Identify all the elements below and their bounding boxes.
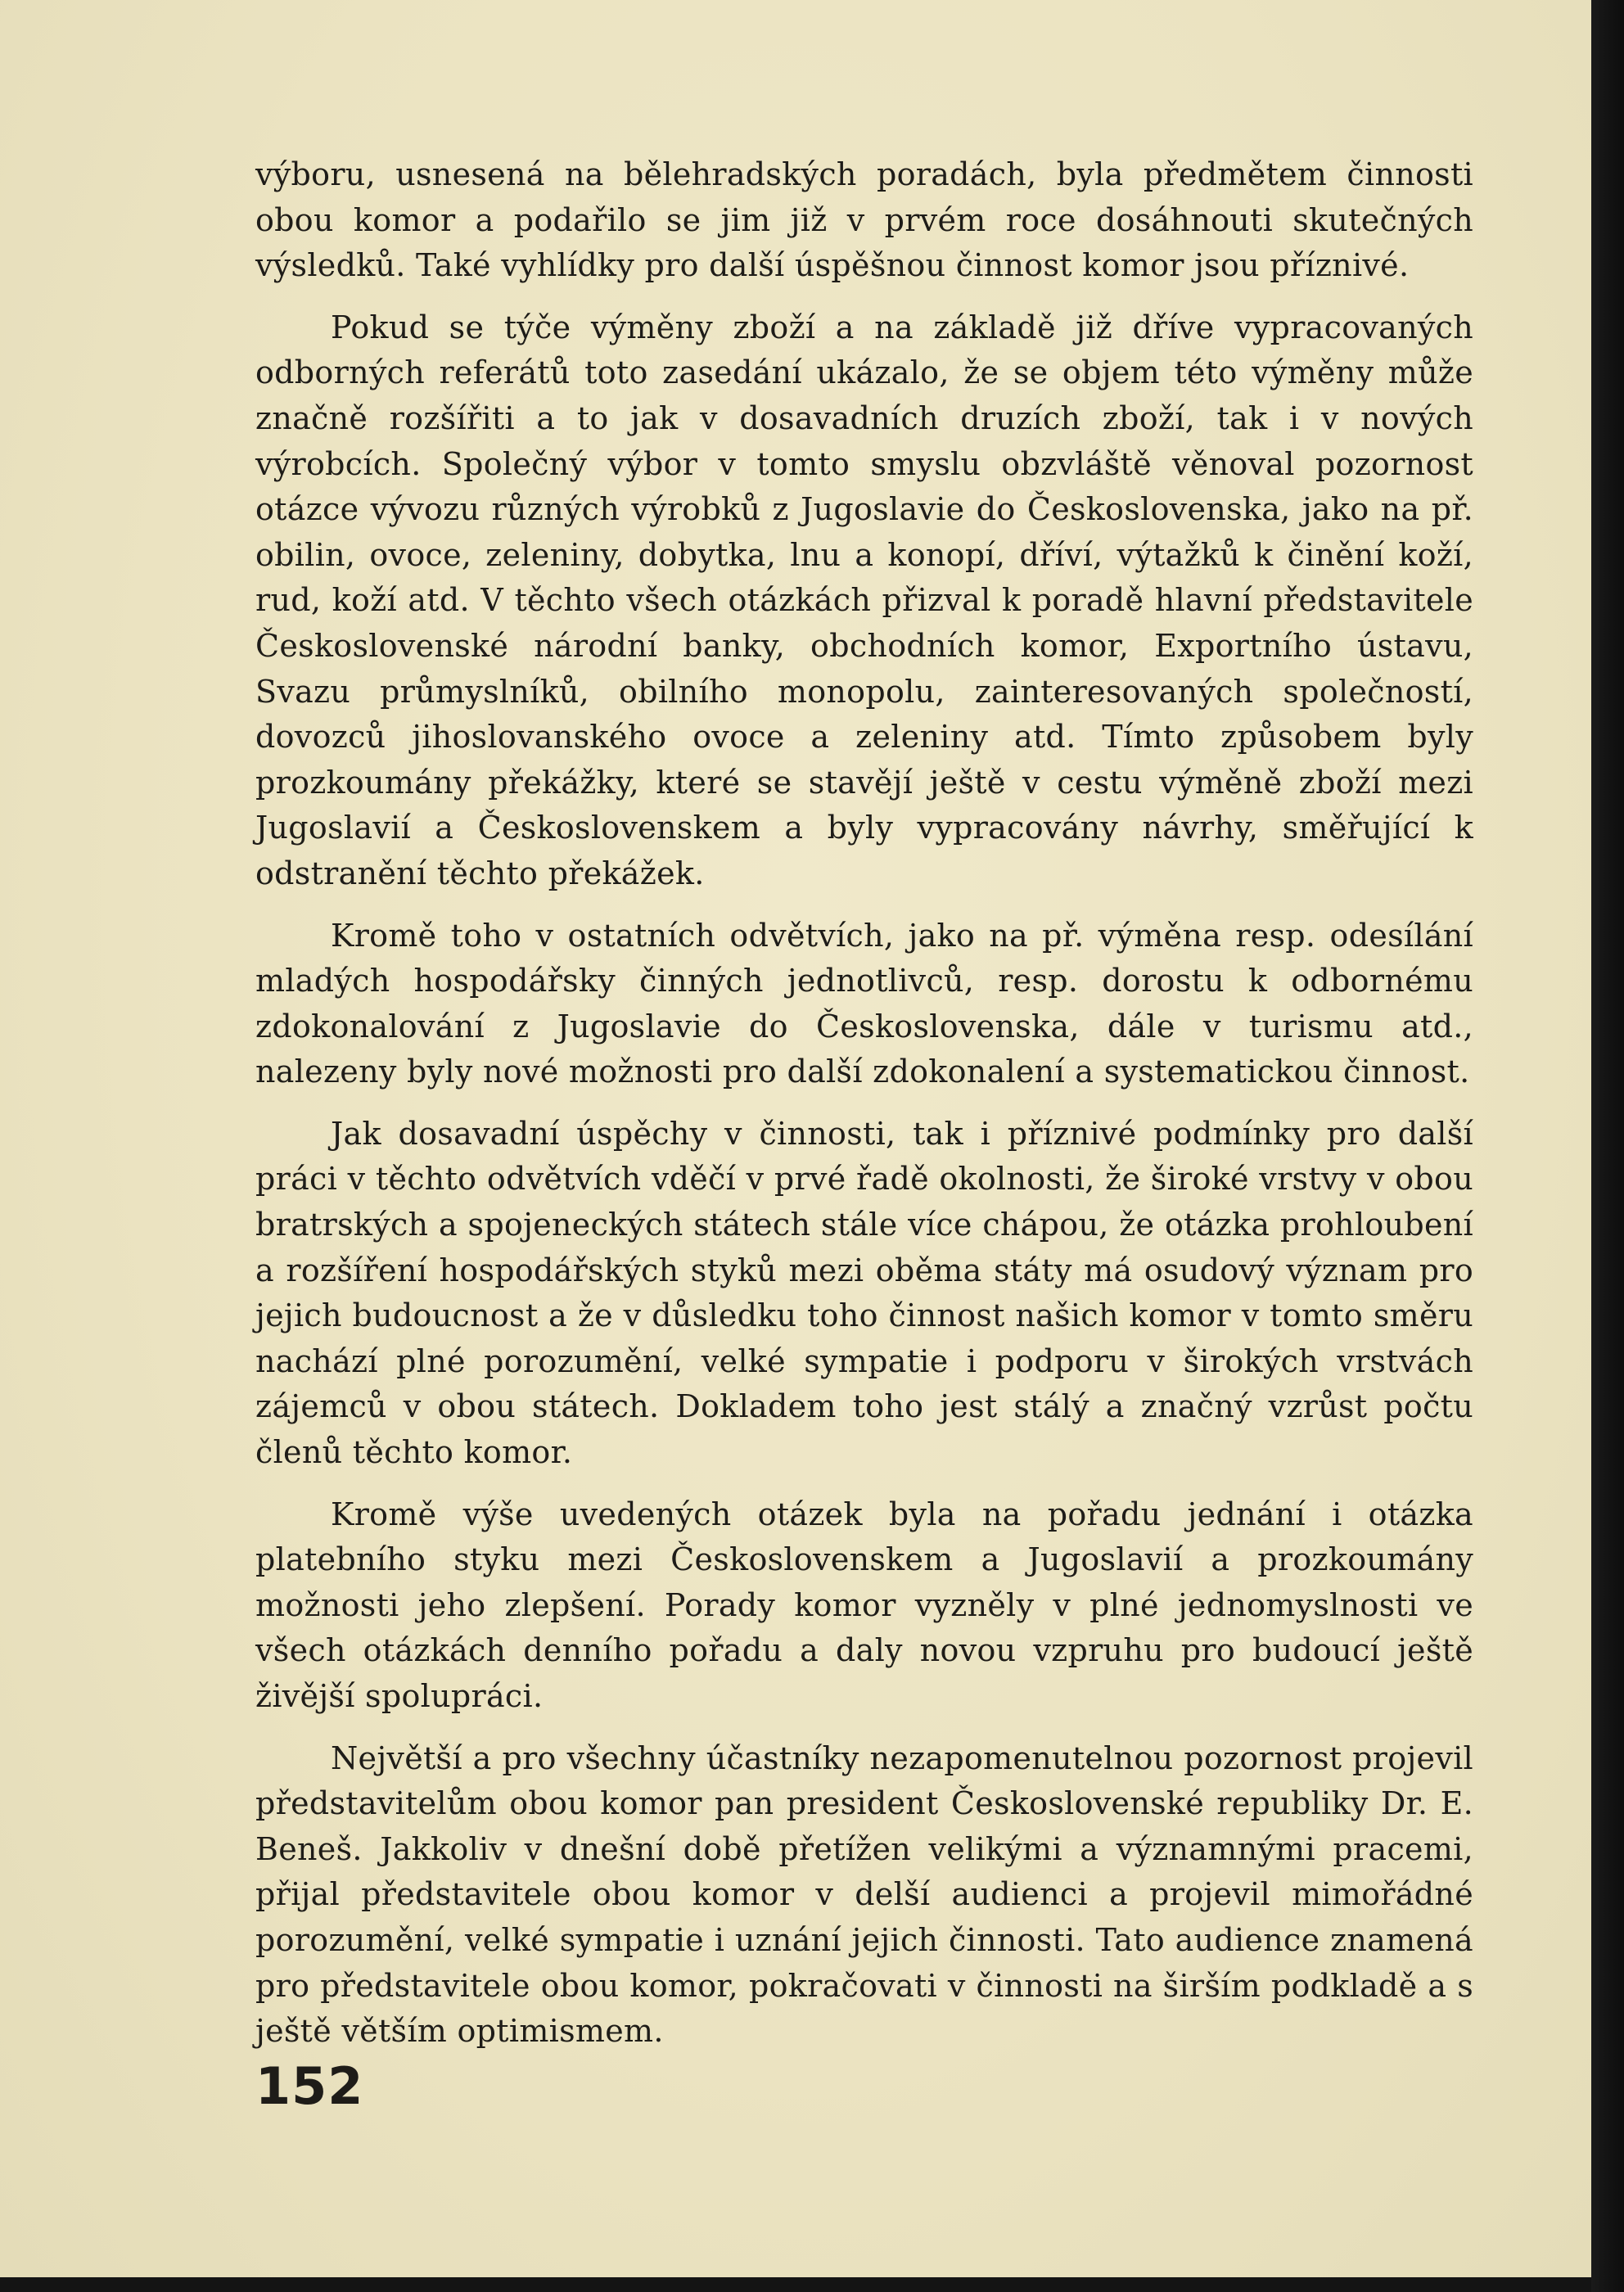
page-edge-shadow (1591, 0, 1624, 2292)
body-text (255, 152, 1473, 2071)
paragraph-3: Kromě toho v ostatních odvětvích, jako na př. výměna resp. odesílání mladých hospodářsky činných jednotlivců, resp. dorostu k odbornému zdokonalování z Jugoslavie do Československa, dále v turismu atd., nalezeny byly nové možnosti pro další zdokonalení a systematickou činnost. (255, 917, 1473, 1090)
paragraph-4: Jak dosavadní úspěchy v činnosti, tak i příznivé podmínky pro další práci v těchto odvětvích vděčí v prvé řadě okolnosti, že široké vrstvy v obou bratrských a spojeneckých státech stále více chápou, že otázka prohloubení a rozšíření hospodářských styků mezi oběma státy má osudový význam pro jejich budoucnost a že v důsledku toho činnost našich komor v tomto směru nachází plné porozumění, velké sympatie i podporu v širokých vrstvách zájemců v obou státech. Dokladem toho jest stálý a značný vzrůst počtu členů těchto komor. (255, 1115, 1473, 1471)
page-number: 152 (255, 2056, 364, 2116)
paragraph-1: výboru, usnesená na bělehradských poradách, byla předmětem činnosti obou komor a podařilo se jim již v prvém roce dosáhnouti skutečných výsledků. Také vyhlídky pro další úspěšnou činnost komor jsou příznivé. (255, 156, 1473, 284)
paragraph-2: Pokud se týče výměny zboží a na základě již dříve vypracovaných odborných referátů toto zasedání ukázalo, že se objem této výměny může značně rozšířiti a to jak v dosavadních druzích zboží, tak i v nových výrobcích. Společný výbor v tomto smyslu obzvláště věnoval pozornost otázce vývozu různých výrobků z Jugoslavie do Československa, jako na př. obilin, ovoce, zeleniny, dobytka, lnu a konopí, dříví, výtažků k činění koží, rud, koží atd. V těchto všech otázkách přizval k poradě hlavní představitele Československé národní banky, obchodních komor, Exportního ústavu, Svazu průmyslníků, obilního monopolu, zainteresovaných společností, dovozců jihoslovanského ovoce a zeleniny atd. Tímto způsobem byly prozkoumány překážky, které se stavějí ještě v cestu výměně zboží mezi Jugoslavií a Československem a byly vypracovány návrhy, směřující k odstranění těchto překážek. (255, 309, 1473, 891)
paragraph-5: Kromě výše uvedených otázek byla na pořadu jednání i otázka platebního styku mezi Československem a Jugoslavií a prozkoumány možnosti jeho zlepšení. Porady komor vyzněly v plné jednomyslnosti ve všech otázkách denního pořadu a daly novou vzpruhu pro budoucí ještě živější spolupráci. (255, 1496, 1473, 1714)
paragraph-6: Největší a pro všechny účastníky nezapomenutelnou pozornost projevil představitelům obou komor pan president Československé republiky Dr. E. Beneš. Jakkoliv v dnešní době přetížen velikými a významnými pracemi, přijal představitele obou komor v delší audienci a projevil mimořádné porozumění, velké sympatie i uznání jejich činnosti. Tato audience znamená pro představitele obou komor, pokračovati v činnosti na širším podkladě a s ještě větším optimismem. (255, 1739, 1473, 2050)
